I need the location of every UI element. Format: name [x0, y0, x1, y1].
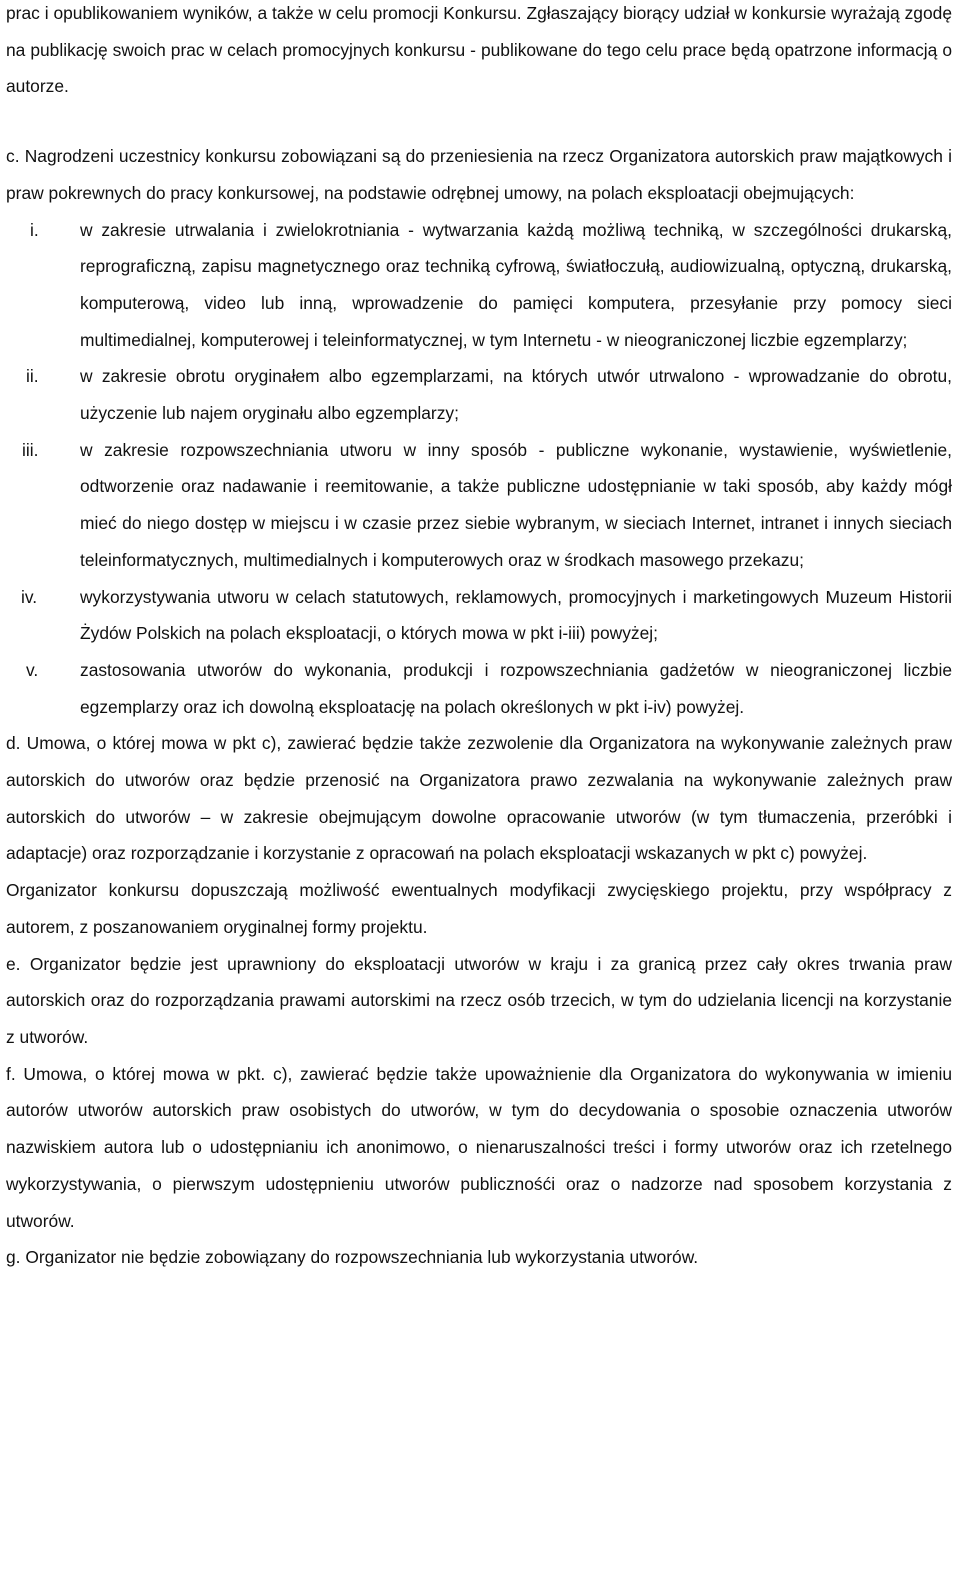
- list-item-marker: i.: [30, 219, 39, 240]
- modifications-paragraph: Organizator konkursu dopuszczają możliwość ewentualnych modyfikacji zwycięskiego projektu, przy współpracy z autorem, z poszanowaniem oryginalnej formy projektu.: [6, 880, 952, 937]
- list-item: [6, 358, 952, 431]
- list-item-text: zastosowania utworów do wykonania, produkcji i rozpowszechniania gadżetów w nieograniczonej liczbie egzemplarzy oraz ich dowolną eksploatację na polach określonych w pkt i-iv) powyżej.: [80, 659, 952, 717]
- list-item-marker: ii.: [26, 366, 39, 387]
- section-d-paragraph: d. Umowa, o której mowa w pkt c), zawierać będzie także zezwolenie dla Organizatora na wykonywanie zależnych praw autorskich do utworów oraz będzie przenosić na Organizatora prawo zezwalania na wykonywanie zależnych praw autorskich do utworów – w zakresie obejmującym dowolne opracowanie utworów (w tym tłumaczenia, przeróbki i adaptacje) oraz rozporządzanie i korzystanie z opracowań na polach eksploatacji wskazanych w pkt c) powyżej.: [6, 733, 952, 864]
- list-item-marker: v.: [26, 659, 39, 680]
- list-item-text: w zakresie rozpowszechniania utworu w inny sposób - publiczne wykonanie, wystawienie, wyświetlenie, odtworzenie oraz nadawanie i reemitowanie, a także publiczne udostępnianie w taki sposób, aby każdy mógł mieć do niego dostęp w miejscu i w czasie przez siebie wybranym, w sieciach Internet, intranet i innych sieciach teleinformatycznych, multimedialnych i komputerowych oraz w środkach masowego przekazu;: [80, 439, 952, 570]
- list-item: [6, 652, 952, 725]
- list-item-text: w zakresie obrotu oryginałem albo egzemplarzami, na których utwór utrwalono - wprowadzanie do obrotu, użyczenie lub najem oryginału albo egzemplarzy;: [80, 366, 952, 424]
- section-g-paragraph: g. Organizator nie będzie zobowiązany do rozpowszechniania lub wykorzystania utworów.: [6, 1247, 699, 1268]
- section-e-paragraph: e. Organizator będzie jest uprawniony do eksploatacji utworów w kraju i za granicą przez cały okres trwania praw autorskich oraz do rozporządzania prawami autorskimi na rzecz osób trzecich, w tym do udzielania licencji na korzystanie z utworów.: [6, 953, 952, 1047]
- section-c-paragraph: c. Nagrodzeni uczestnicy konkursu zobowiązani są do przeniesienia na rzecz Organizatora autorskich praw majątkowych i praw pokrewnych do pracy konkursowej, na podstawie odrębnej umowy, na polach eksploatacji obejmujących:: [6, 146, 952, 203]
- list-item-text: w zakresie utrwalania i zwielokrotniania - wytwarzania każdą możliwą techniką, w szczególności drukarską, reprograficzną, zapisu magnetycznego oraz techniką cyfrową, światłoczułą, audiowizualną, optyczną, drukarską, komputerową, video lub inną, wprowadzenie do pamięci komputera, przesyłanie przy pomocy sieci multimedialnej, komputerowej i teleinformatycznej, w tym Internetu - w nieograniczonej liczbie egzemplarzy;: [80, 219, 952, 350]
- list-item-marker: iv.: [21, 586, 38, 607]
- list-item: [6, 579, 952, 652]
- list-item: [6, 432, 952, 579]
- exploitation-fields-list: [6, 212, 952, 726]
- intro-paragraph: prac i opublikowaniem wyników, a także w celu promocji Konkursu. Zgłaszający biorący udział w konkursie wyrażają zgodę na publikację swoich prac w celach promocyjnych konkursu - publikowane do tego celu prace będą opatrzone informacją o autorze.: [6, 3, 952, 97]
- list-item: [6, 212, 952, 359]
- section-f-paragraph: f. Umowa, o której mowa w pkt. c), zawierać będzie także upoważnienie dla Organizatora do wykonywania w imieniu autorów utworów autorskich praw osobistych do utworów, w tym do decydowania o sposobie oznaczenia utworów nazwiskiem autora lub o udostępnianiu ich anonimowo, o nienaruszalności treści i formy utworów oraz ich rzetelnego wykorzystywania, o pierwszym udostępnieniu utworów publicznośći oraz o nadzorze nad sposobem korzystania z utworów.: [6, 1063, 952, 1231]
- list-item-text: wykorzystywania utworu w celach statutowych, reklamowych, promocyjnych i marketingowych Muzeum Historii Żydów Polskich na polach eksploatacji, o których mowa w pkt i-iii) powyżej;: [80, 586, 952, 644]
- list-item-marker: iii.: [22, 439, 39, 460]
